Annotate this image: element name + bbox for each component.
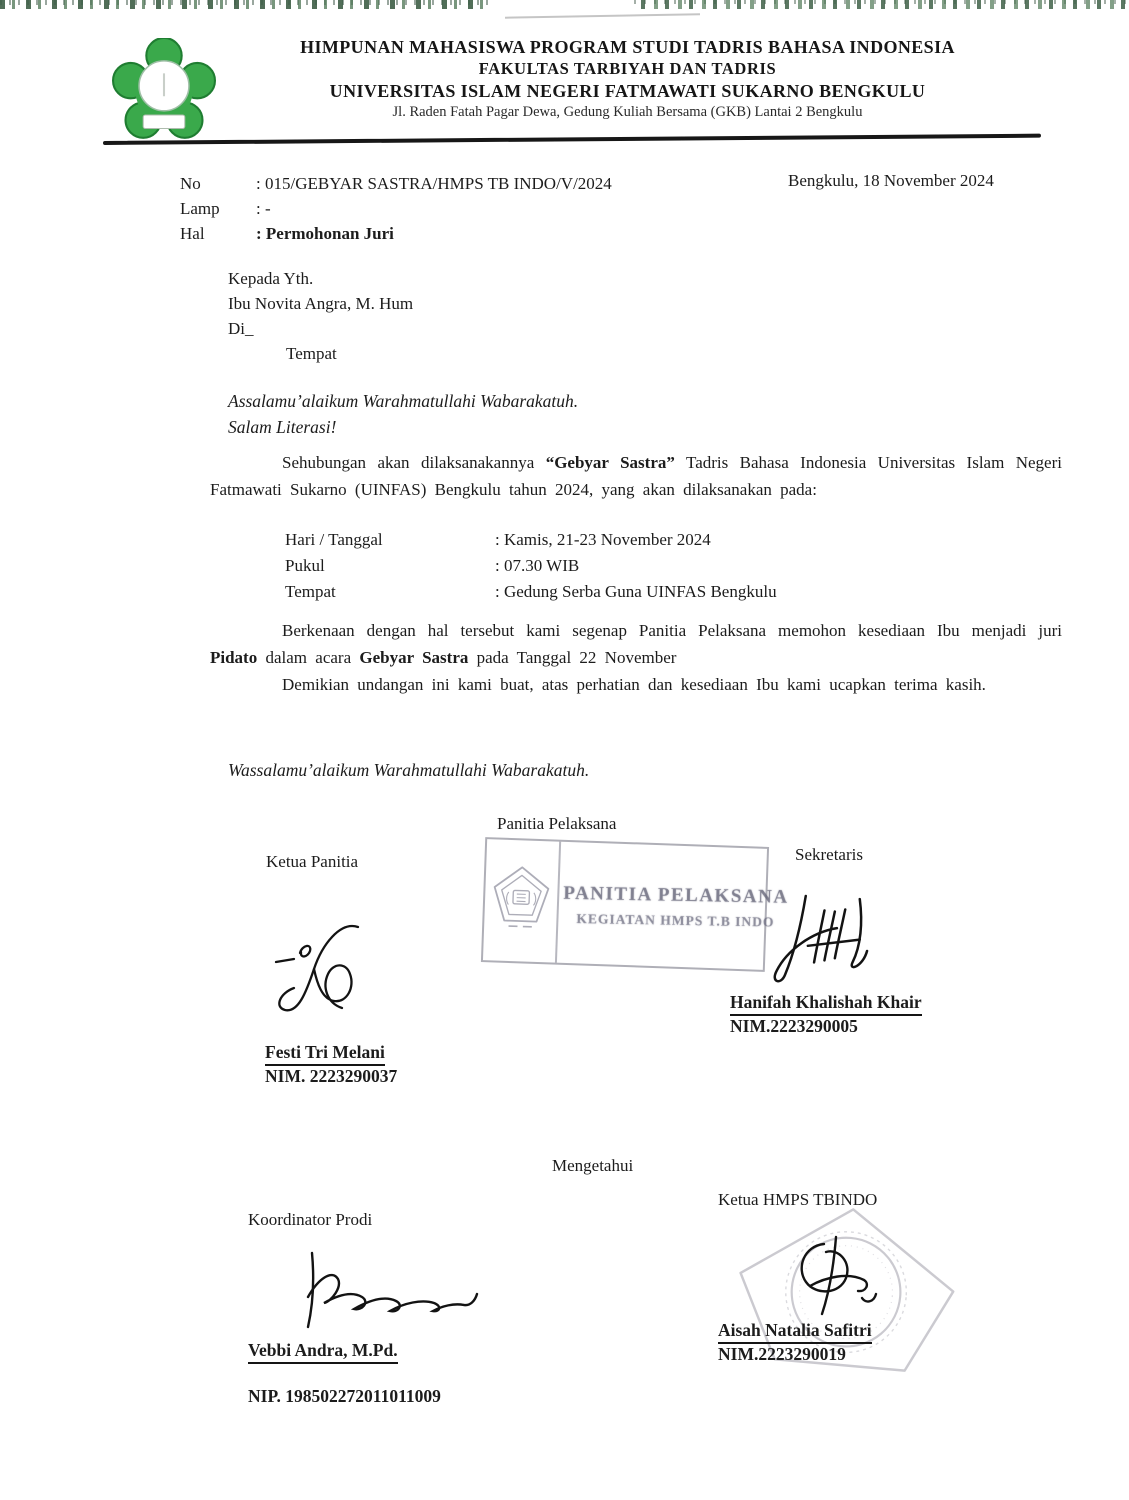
stamp-pentagon-icon <box>484 857 559 945</box>
faculty-name: FAKULTAS TARBIYAH DAN TADRIS <box>478 59 777 78</box>
ref-hal-row <box>180 221 612 246</box>
p2-contest-name: Pidato <box>210 648 258 667</box>
ref-no-value: : 015/GEBYAR SASTRA/HMPS TB INDO/V/2024 <box>256 174 612 193</box>
address-line: Jl. Raden Fatah Pagar Dewa, Gedung Kuliah Bersama (GKB) Lantai 2 Bengkulu <box>392 104 863 120</box>
recipient-line3: Di_ <box>228 319 254 338</box>
org-name: HIMPUNAN MAHASISWA PROGRAM STUDI TADRIS BAHASA INDONESIA <box>300 37 955 57</box>
salutation-line1: Assalamu’alaikum Warahmatullahi Wabarakatuh. <box>228 391 579 411</box>
p2-text-b: dalam acara <box>257 648 360 667</box>
p2-text-a: Berkenaan dengan hal tersebut kami segenap Panitia Pelaksana memohon kesediaan Ibu menjadi juri <box>282 621 1062 640</box>
recipient-line4: Tempat <box>286 344 337 363</box>
dateline: Bengkulu, 18 November 2024 <box>788 171 994 190</box>
ref-lamp-label: Lamp <box>180 199 220 218</box>
closing-salutation: Wassalamu’alaikum Warahmatullahi Wabarakatuh. <box>228 760 590 780</box>
secretary-name-block <box>730 992 922 1037</box>
chair-name: Festi Tri Melani <box>265 1042 385 1066</box>
ref-lamp-row <box>180 196 612 221</box>
secretary-role-label: Sekretaris <box>795 845 863 864</box>
stamp-line2: KEGIATAN HMPS T.B INDO <box>575 910 775 929</box>
committee-title: Panitia Pelaksana <box>497 814 617 833</box>
ref-no-row <box>180 171 612 196</box>
secretary-id: NIM.2223290005 <box>730 1016 858 1036</box>
p2-event-name: Gebyar Sastra <box>359 648 469 667</box>
logo-graphic <box>112 38 216 142</box>
ack-title: Mengetahui <box>552 1156 634 1175</box>
recipient-block <box>228 266 413 366</box>
ref-lamp-value: : - <box>256 199 271 218</box>
reference-block <box>180 171 612 246</box>
coordinator-signature <box>282 1245 482 1340</box>
detail-row-time <box>285 553 777 579</box>
detail-date-value: : Kamis, 21-23 November 2024 <box>495 530 711 549</box>
university-logo <box>112 38 216 142</box>
coordinator-id: NIP. 198502272011011009 <box>248 1386 441 1406</box>
p1-text-b: Tadris Bahasa Indonesia Universitas Islam Negeri Fatmawati Sukarno (UINFAS) Bengkulu tahun 2024, yang akan dilaksanakan pada: <box>210 453 1062 499</box>
detail-date-label: Hari / Tanggal <box>285 530 383 549</box>
hmps-name: Aisah Natalia Safitri <box>718 1320 872 1344</box>
detail-row-place <box>285 579 777 605</box>
scan-tear-artifact-right <box>634 0 1129 9</box>
p2-text-c: pada Tanggal 22 November <box>468 648 677 667</box>
coordinator-name-block <box>248 1340 441 1407</box>
chair-id: NIM. 2223290037 <box>265 1066 398 1086</box>
detail-row-date <box>285 527 777 553</box>
letterhead <box>205 36 1050 123</box>
letterhead-divider <box>103 134 1041 145</box>
committee-stamp <box>481 837 789 972</box>
paragraph-2 <box>210 617 1062 671</box>
scan-line-artifact <box>505 13 700 18</box>
hmps-signature <box>768 1222 893 1332</box>
detail-place-label: Tempat <box>285 582 336 601</box>
scan-tear-artifact-left <box>0 0 492 9</box>
hmps-id: NIM.2223290019 <box>718 1344 846 1364</box>
hmps-name-block <box>718 1320 872 1365</box>
p1-text-a: Sehubungan akan dilaksanakannya <box>282 453 546 472</box>
paragraph-1 <box>210 449 1062 503</box>
recipient-line1: Kepada Yth. <box>228 269 314 288</box>
coordinator-name: Vebbi Andra, M.Pd. <box>248 1340 398 1364</box>
salutation-line2: Salam Literasi! <box>228 417 337 437</box>
chair-signature <box>262 905 432 1025</box>
paragraph-3: Demikian undangan ini kami buat, atas perhatian dan kesediaan Ibu kami ucapkan terima kasih. <box>282 675 986 694</box>
hmps-role-label: Ketua HMPS TBINDO <box>718 1190 878 1209</box>
ref-hal-value: : Permohonan Juri <box>256 224 394 243</box>
coordinator-role-label: Koordinator Prodi <box>248 1210 373 1229</box>
event-details <box>285 527 777 605</box>
detail-time-value: : 07.30 WIB <box>495 556 580 575</box>
ref-hal-label: Hal <box>180 224 205 243</box>
secretary-signature <box>758 885 893 990</box>
recipient-line2: Ibu Novita Angra, M. Hum <box>228 294 414 313</box>
stamp-line1: PANITIA PELAKSANA <box>563 882 789 908</box>
detail-time-label: Pukul <box>285 556 325 575</box>
university-name: UNIVERSITAS ISLAM NEGERI FATMAWATI SUKARNO BENGKULU <box>329 81 926 101</box>
chair-role-label: Ketua Panitia <box>266 852 359 871</box>
chair-name-block <box>265 1042 397 1087</box>
salutation-block <box>228 388 578 440</box>
stamp-logo-cell <box>483 839 561 963</box>
secretary-name: Hanifah Khalishah Khair <box>730 992 922 1016</box>
detail-place-value: : Gedung Serba Guna UINFAS Bengkulu <box>495 582 777 601</box>
ref-no-label: No <box>180 174 201 193</box>
p1-event-name: “Gebyar Sastra” <box>545 453 675 472</box>
